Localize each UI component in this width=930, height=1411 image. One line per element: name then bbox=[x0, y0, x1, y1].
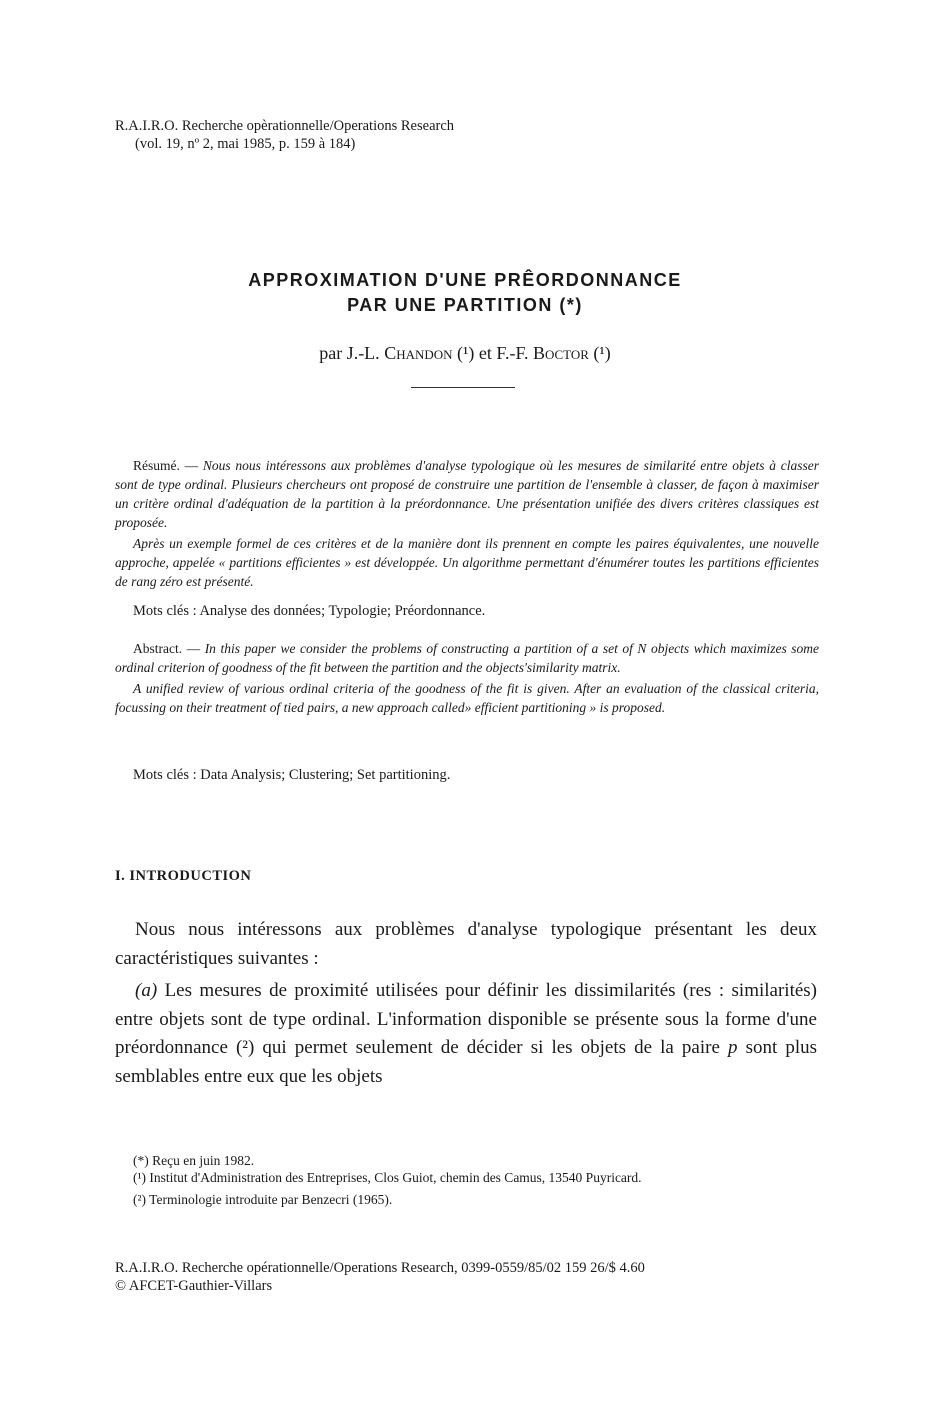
author-line bbox=[0, 343, 930, 364]
journal-issue: (vol. 19, nº 2, mai 1985, p. 159 à 184) bbox=[135, 136, 356, 152]
page-footer bbox=[115, 1259, 645, 1295]
title-line-1: APPROXIMATION D'UNE PRÊORDONNANCE bbox=[248, 270, 682, 290]
author-1-name: Chandon bbox=[384, 343, 453, 363]
footnotes bbox=[115, 1152, 819, 1208]
abstract-paragraph-2: A unified review of various ordinal criteria of the goodness of the fit is given. After an evaluation of the classical criteria, focussing on their treatment of tied pairs, a new approach called» efficient partitioning » is proposed. bbox=[115, 681, 819, 715]
intro-body bbox=[115, 916, 817, 1091]
intro-paragraph-1: Nous nous intéressons aux problèmes d'analyse typologique présentant les deux caractéristiques suivantes : bbox=[115, 919, 817, 969]
title-line-2: PAR UNE PARTITION (*) bbox=[347, 295, 583, 315]
section-heading: I. INTRODUCTION bbox=[115, 868, 252, 884]
resume-block bbox=[115, 456, 819, 591]
footnote-affiliation: (¹) Institut d'Administration des Entreprises, Clos Guiot, chemin des Camus, 13540 Puyricard. bbox=[133, 1170, 642, 1185]
pair-variable: p bbox=[727, 1037, 738, 1058]
author-conjunction: et F.-F. bbox=[474, 343, 534, 363]
author-prefix: par J.-L. bbox=[319, 343, 385, 363]
resume-keywords: Mots clés : Analyse des données; Typologie; Préordonnance. bbox=[133, 603, 486, 619]
resume-paragraph-1: Nous nous intéressons aux problèmes d'analyse typologique où les mesures de similarité entre objets à classer sont de type ordinal. Plusieurs chercheurs ont proposé de construire une partition de l'ensemble à classer, de façon à maximiser un critère ordinal d'adéquation de la partition à la préordonnance. Une présentation unifiée des divers critères classiques est proposée. bbox=[115, 458, 819, 530]
item-marker: (a) bbox=[135, 980, 158, 1001]
abstract-paragraph-1: In this paper we consider the problems of constructing a partition of a set of N objects which maximizes some ordinal criterion of goodness of the fit between the partition and the objects'similarity matrix. bbox=[115, 641, 820, 675]
journal-name: R.A.I.R.O. Recherche opèrationnelle/Operations Research bbox=[115, 118, 455, 134]
journal-header bbox=[115, 117, 454, 153]
abstract-keywords: Mots clés : Data Analysis; Clustering; Set partitioning. bbox=[133, 767, 451, 783]
author-1-ref: (¹) bbox=[457, 343, 475, 363]
footnote-ref-2: (²) bbox=[235, 1037, 255, 1058]
footnote-received: (*) Reçu en juin 1982. bbox=[133, 1153, 255, 1168]
author-2-name: Boctor bbox=[533, 343, 589, 363]
resume-paragraph-2: Après un exemple formel de ces critères et de la manière dont ils prennent en compte les paires équivalentes, une nouvelle approche, appelée « partitions efficientes » est développée. Un algorithme permettant d'énumérer toutes les partitions efficientes de rang zéro est présenté. bbox=[115, 536, 819, 589]
resume-label: Résumé. — bbox=[133, 458, 203, 473]
intro-paragraph-2: (a) Les mesures de proximité utilisées pour définir les dissimilarités (res : similarités) entre objets sont de type ordinal. L'information disponible se présente sous la forme d'une préordonnance (²) qui permet seulement de décider si les objets de la paire p sont plus semblables entre eux que les objets bbox=[115, 980, 817, 1087]
footer-journal: R.A.I.R.O. Recherche opérationnelle/Operations Research, 0399-0559/85/02 159 26/$ 4.60 bbox=[115, 1260, 645, 1276]
abstract-block bbox=[115, 639, 819, 717]
author-2-ref: (¹) bbox=[593, 343, 611, 363]
footnote-terminology: (²) Terminologie introduite par Benzecri (1965). bbox=[133, 1192, 393, 1207]
footer-copyright: © AFCET-Gauthier-Villars bbox=[115, 1278, 273, 1294]
paper-title bbox=[0, 268, 930, 318]
title-divider bbox=[411, 387, 515, 388]
abstract-label: Abstract. — bbox=[133, 641, 205, 656]
